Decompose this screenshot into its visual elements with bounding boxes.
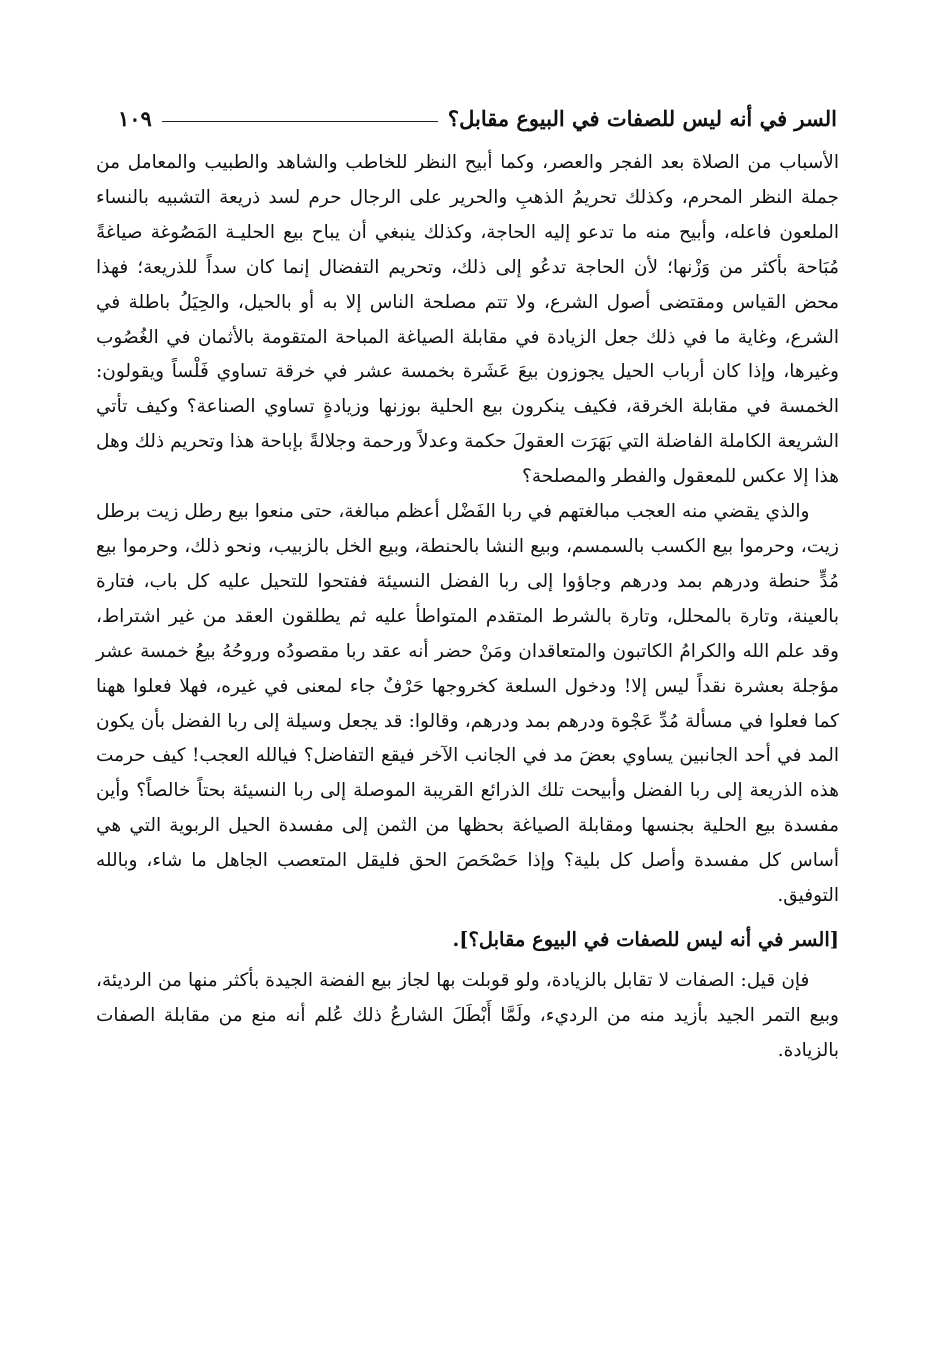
section-heading: [السر في أنه ليس للصفات في البيوع مقابل؟].	[452, 927, 839, 951]
running-header-title: السر في أنه ليس للصفات في البيوع مقابل؟	[447, 105, 837, 131]
paragraph-1: الأسباب من الصلاة بعد الفجر والعصر، وكما أبيح النظر للخاطب والشاهد والطبيب والمعامل من جملة النظر المحرم، وكذلك تحريمُ الذهبِ والحرير على الرجال حرم لسد ذريعة التشبيه بالنساء الملعون فاعله، وأبيح منه ما تدعو إليه الحاجة، وكذلك ينبغي أن يباح بيع الحليـة المَصُوغة صياغةً مُبَاحة بأكثر من وَزْنها؛ لأن الحاجة تدعُو إلى ذلك، وتحريم التفضال إنما كان سداً للذريعة؛ فهذا محض القياس ومقتضى أصول الشرع، ولا تتم مصلحة الناس إلا به أو بالحيل، والحِيَلُ باطلة في الشرع، وغاية ما في ذلك جعل الزيادة في مقابلة الصياغة المباحة المتقومة بالأثمان في الغُصُوب وغيرها، وإذا كان أرباب الحيل يجوزون بيعَ عَشَرة بخمسة عشر في خرقة تساوي فَلْساً ويقولون: الخمسة في مقابلة الخرقة، فكيف ينكرون بيع الحلية بوزنها وزيادةٍ تساوي الصناعة؟ وكيف تأتي الشريعة الكاملة الفاضلة التي بَهَرَت العقولَ حكمة وعدلاً ورحمة وجلالةً بإباحة هذا وتحريم ذلك وهل هذا إلا عكس للمعقول والفطر والمصلحة؟	[96, 152, 839, 488]
page-number: ١٠٩	[118, 105, 152, 131]
running-header	[118, 98, 837, 138]
header-rule	[162, 121, 438, 122]
paragraph-2: والذي يقضي منه العجب مبالغتهم في ربا الفَضْل أعظم مبالغة، حتى منعوا بيع رطل زيت برطل زيت، وحرموا بيع الكسب بالسمسم، وبيع النشا بالحنطة، وبيع الخل بالزبيب، ونحو ذلك، وحرموا بيع مُدٍّ حنطة ودرهم بمد ودرهم وجاؤوا إلى ربا الفضل النسيئة ففتحوا للتحيل عليه كل باب، فتارة بالعينة، وتارة بالمحلل، وتارة بالشرط المتقدم المتواطأ عليه ثم يطلقون العقد من غير اشتراط، وقد علم الله والكرامُ الكاتبون والمتعاقدان ومَنْ حضر أنه عقد ربا مقصودُه وروحُهُ بيعُ خمسة عشر مؤجلة بعشرة نقداً ليس إلا! ودخول السلعة كخروجها حَرْفٌ جاء لمعنى في غيره، فهلا فعلوا ههنا كما فعلوا في مسألة مُدِّ عَجْوة ودرهم بمد ودرهم، وقالوا: قد يجعل وسيلة إلى ربا الفضل بأن يكون المد في أحد الجانبين يساوي بعضَ مد في الجانب الآخر فيقع التفاضل؟ فيالله العجب! كيف حرمت هذه الذريعة إلى ربا الفضل وأبيحت تلك الذرائع القريبة الموصلة إلى ربا النسيئة بحتاً خالصاً؟ وأين مفسدة بيع الحلية بجنسها ومقابلة الصياغة بحظها من الثمن إلى مفسدة الحيل الربوية التي هي أساس كل مفسدة وأصل كل بلية؟ وإذا حَصْحَصَ الحق فليقل المتعصب الجاهل ما شاء، وبالله التوفيق.	[96, 501, 839, 907]
paragraph-3: فإن قيل: الصفات لا تقابل بالزيادة، ولو قوبلت بها لجاز بيع الفضة الجيدة بأكثر منها من الرديئة، وبيع التمر الجيد بأزيد منه من الرديء، ولَمَّا أَبْطَلَ الشارعُ ذلك عُلم أنه منع من مقابلة الصفات بالزيادة.	[96, 969, 839, 1061]
body-text	[96, 146, 839, 1069]
